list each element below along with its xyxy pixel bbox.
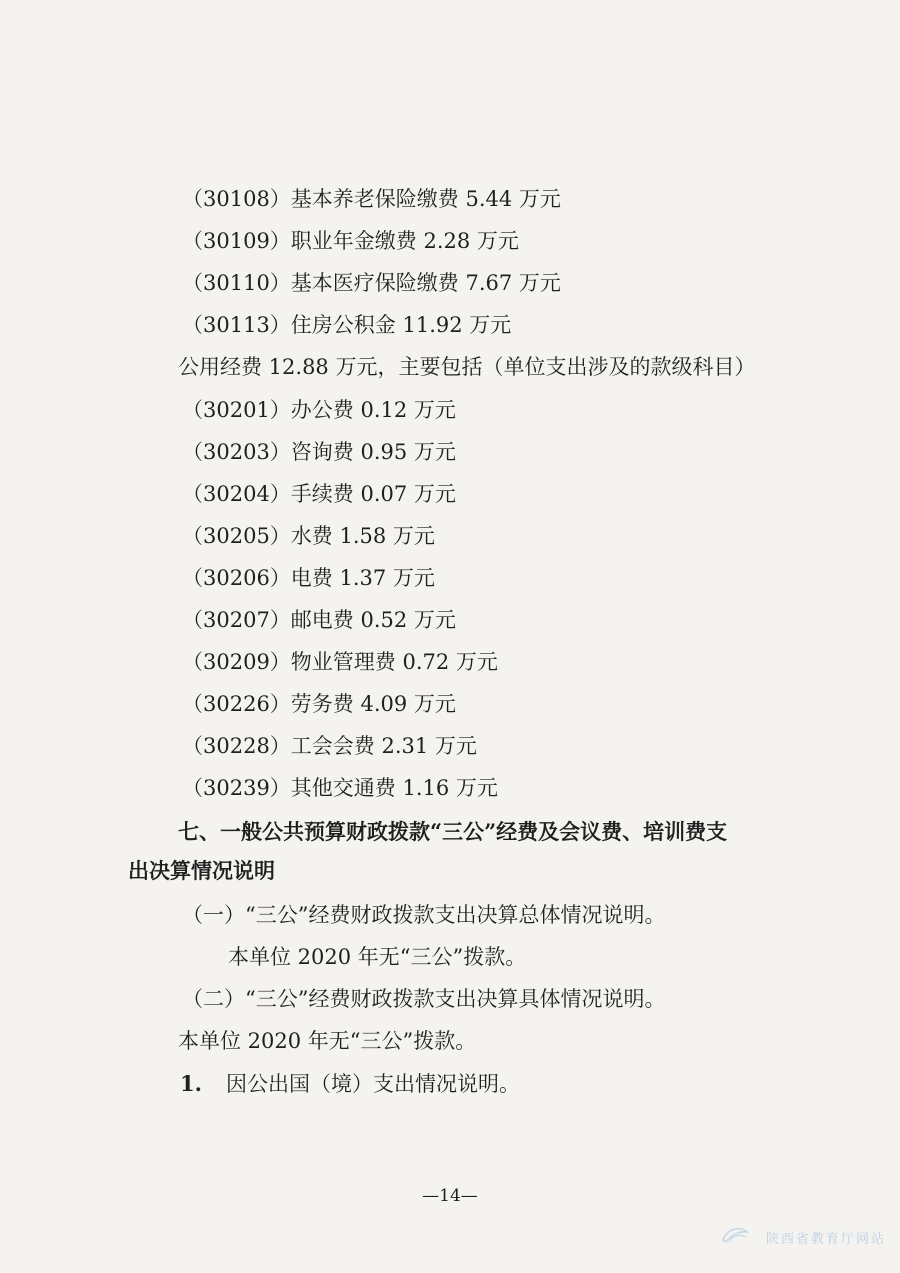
point-1-number: 1. — [180, 1071, 202, 1096]
expense-item-30205: （30205）水费 1.58 万元 — [182, 524, 435, 548]
watermark-text: 陕西省教育厅网站 — [765, 1232, 886, 1247]
expense-item-30110: （30110）基本医疗保险缴费 7.67 万元 — [182, 271, 561, 295]
section-7-title-line2: 出决算情况说明 — [128, 858, 275, 883]
expense-item-30204: （30204）手续费 0.07 万元 — [182, 482, 456, 506]
expense-item-30109: （30109）职业年金缴费 2.28 万元 — [182, 229, 519, 253]
expense-item-30206: （30206）电费 1.37 万元 — [182, 566, 435, 590]
public-expense-summary: 公用经费 12.88 万元，主要包括（单位支出涉及的款级科目） — [178, 355, 756, 379]
point-1-text: 因公出国（境）支出情况说明。 — [226, 1072, 520, 1096]
expense-item-30108: （30108）基本养老保险缴费 5.44 万元 — [182, 187, 561, 211]
expense-item-30226: （30226）劳务费 4.09 万元 — [182, 692, 456, 716]
expense-item-30239: （30239）其他交通费 1.16 万元 — [182, 776, 498, 800]
subsection-2-title: （二）“三公”经费财政拨款支出决算具体情况说明。 — [182, 987, 666, 1011]
subsection-2-body: 本单位 2020 年无“三公”拨款。 — [178, 1029, 477, 1053]
expense-item-30113: （30113）住房公积金 11.92 万元 — [182, 313, 512, 337]
page-number: —14— — [422, 1186, 478, 1206]
watermark-logo-icon — [720, 1222, 750, 1246]
subsection-1-body: 本单位 2020 年无“三公”拨款。 — [228, 945, 527, 969]
subsection-1-title: （一）“三公”经费财政拨款支出决算总体情况说明。 — [182, 903, 666, 927]
expense-item-30228: （30228）工会会费 2.31 万元 — [182, 734, 477, 758]
expense-item-30203: （30203）咨询费 0.95 万元 — [182, 440, 456, 464]
expense-item-30209: （30209）物业管理费 0.72 万元 — [182, 650, 498, 674]
section-7-title-line1: 七、一般公共预算财政拨款“三公”经费及会议费、培训费支 — [178, 819, 728, 844]
expense-item-30207: （30207）邮电费 0.52 万元 — [182, 608, 456, 632]
expense-item-30201: （30201）办公费 0.12 万元 — [182, 398, 456, 422]
